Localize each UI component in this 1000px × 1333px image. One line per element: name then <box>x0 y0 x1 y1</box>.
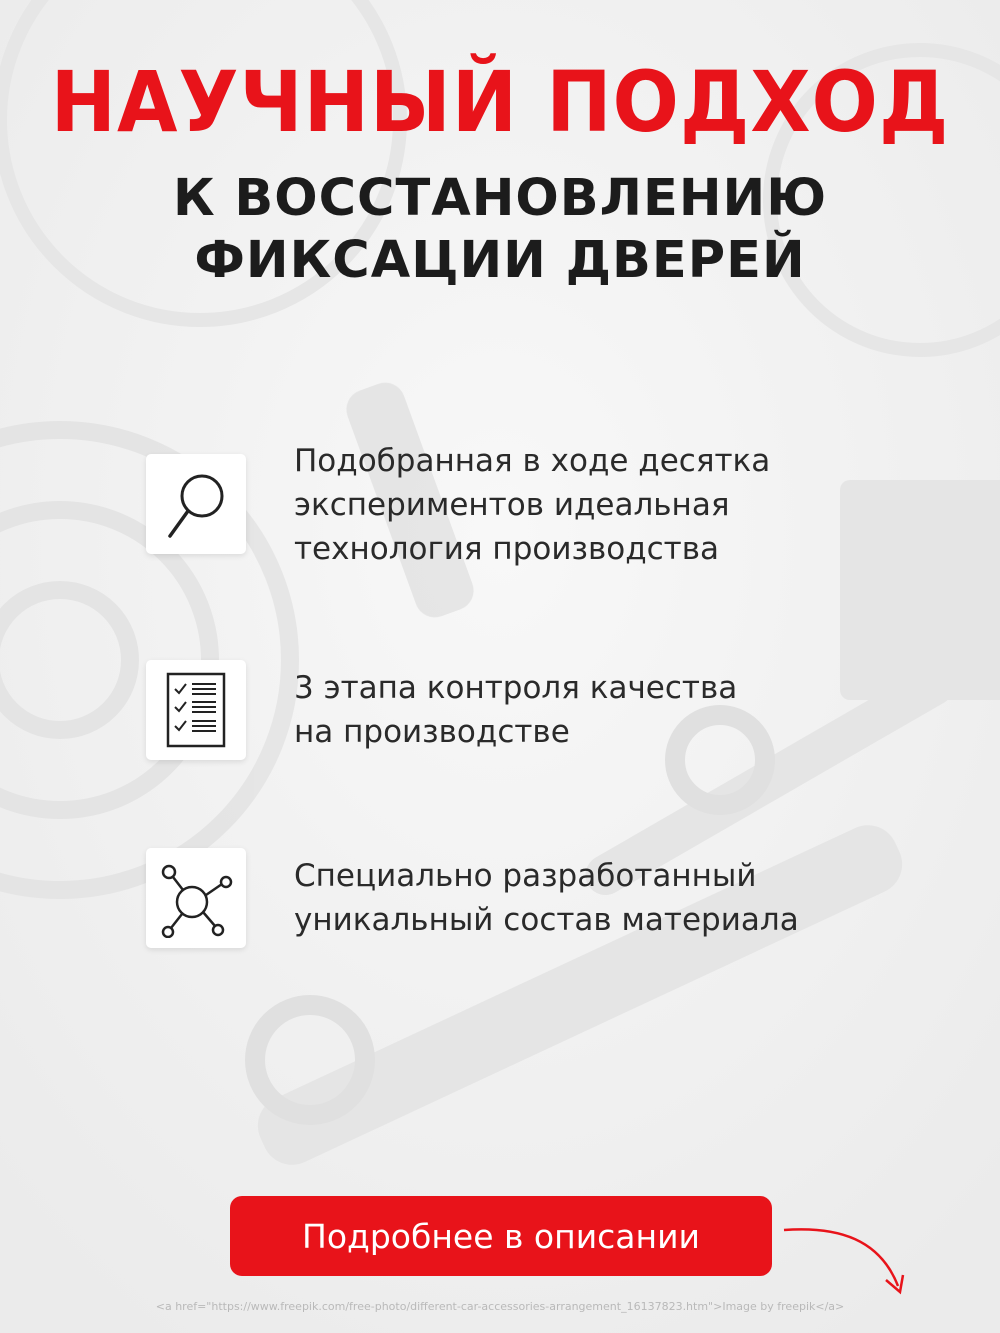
feature-line: экспериментов идеальная <box>294 487 730 523</box>
feature-line: технология производства <box>294 531 720 567</box>
image-credit: <a href="https://www.freepik.com/free-photo/different-car-accessories-arrangement_16137823.htm">Image by freepik</a> <box>155 1300 845 1313</box>
magnifier-icon <box>160 468 232 540</box>
feature-line: на производстве <box>294 714 570 750</box>
feature-icon-box <box>146 660 246 760</box>
feature-line: Подобранная в ходе десятка <box>294 443 771 479</box>
feature-line: 3 этапа контроля качества <box>294 670 738 706</box>
feature-line: уникальный состав материала <box>294 902 799 938</box>
feature-icon-box <box>146 848 246 948</box>
molecule-icon <box>156 858 236 938</box>
curved-arrow-icon <box>780 1220 910 1300</box>
checklist-icon <box>166 672 226 748</box>
feature-description <box>294 439 894 571</box>
feature-line: Специально разработанный <box>294 858 757 894</box>
page-title: НАУЧНЫЙ ПОДХОД <box>50 53 950 151</box>
page-subtitle <box>0 168 1000 292</box>
feature-description <box>294 854 894 942</box>
feature-icon-box <box>146 454 246 554</box>
feature-description <box>294 666 894 754</box>
details-button[interactable]: Подробнее в описании <box>230 1196 772 1276</box>
subtitle-line: К ВОССТАНОВЛЕНИЮ <box>172 169 828 228</box>
subtitle-line: ФИКСАЦИИ ДВЕРЕЙ <box>194 231 806 290</box>
